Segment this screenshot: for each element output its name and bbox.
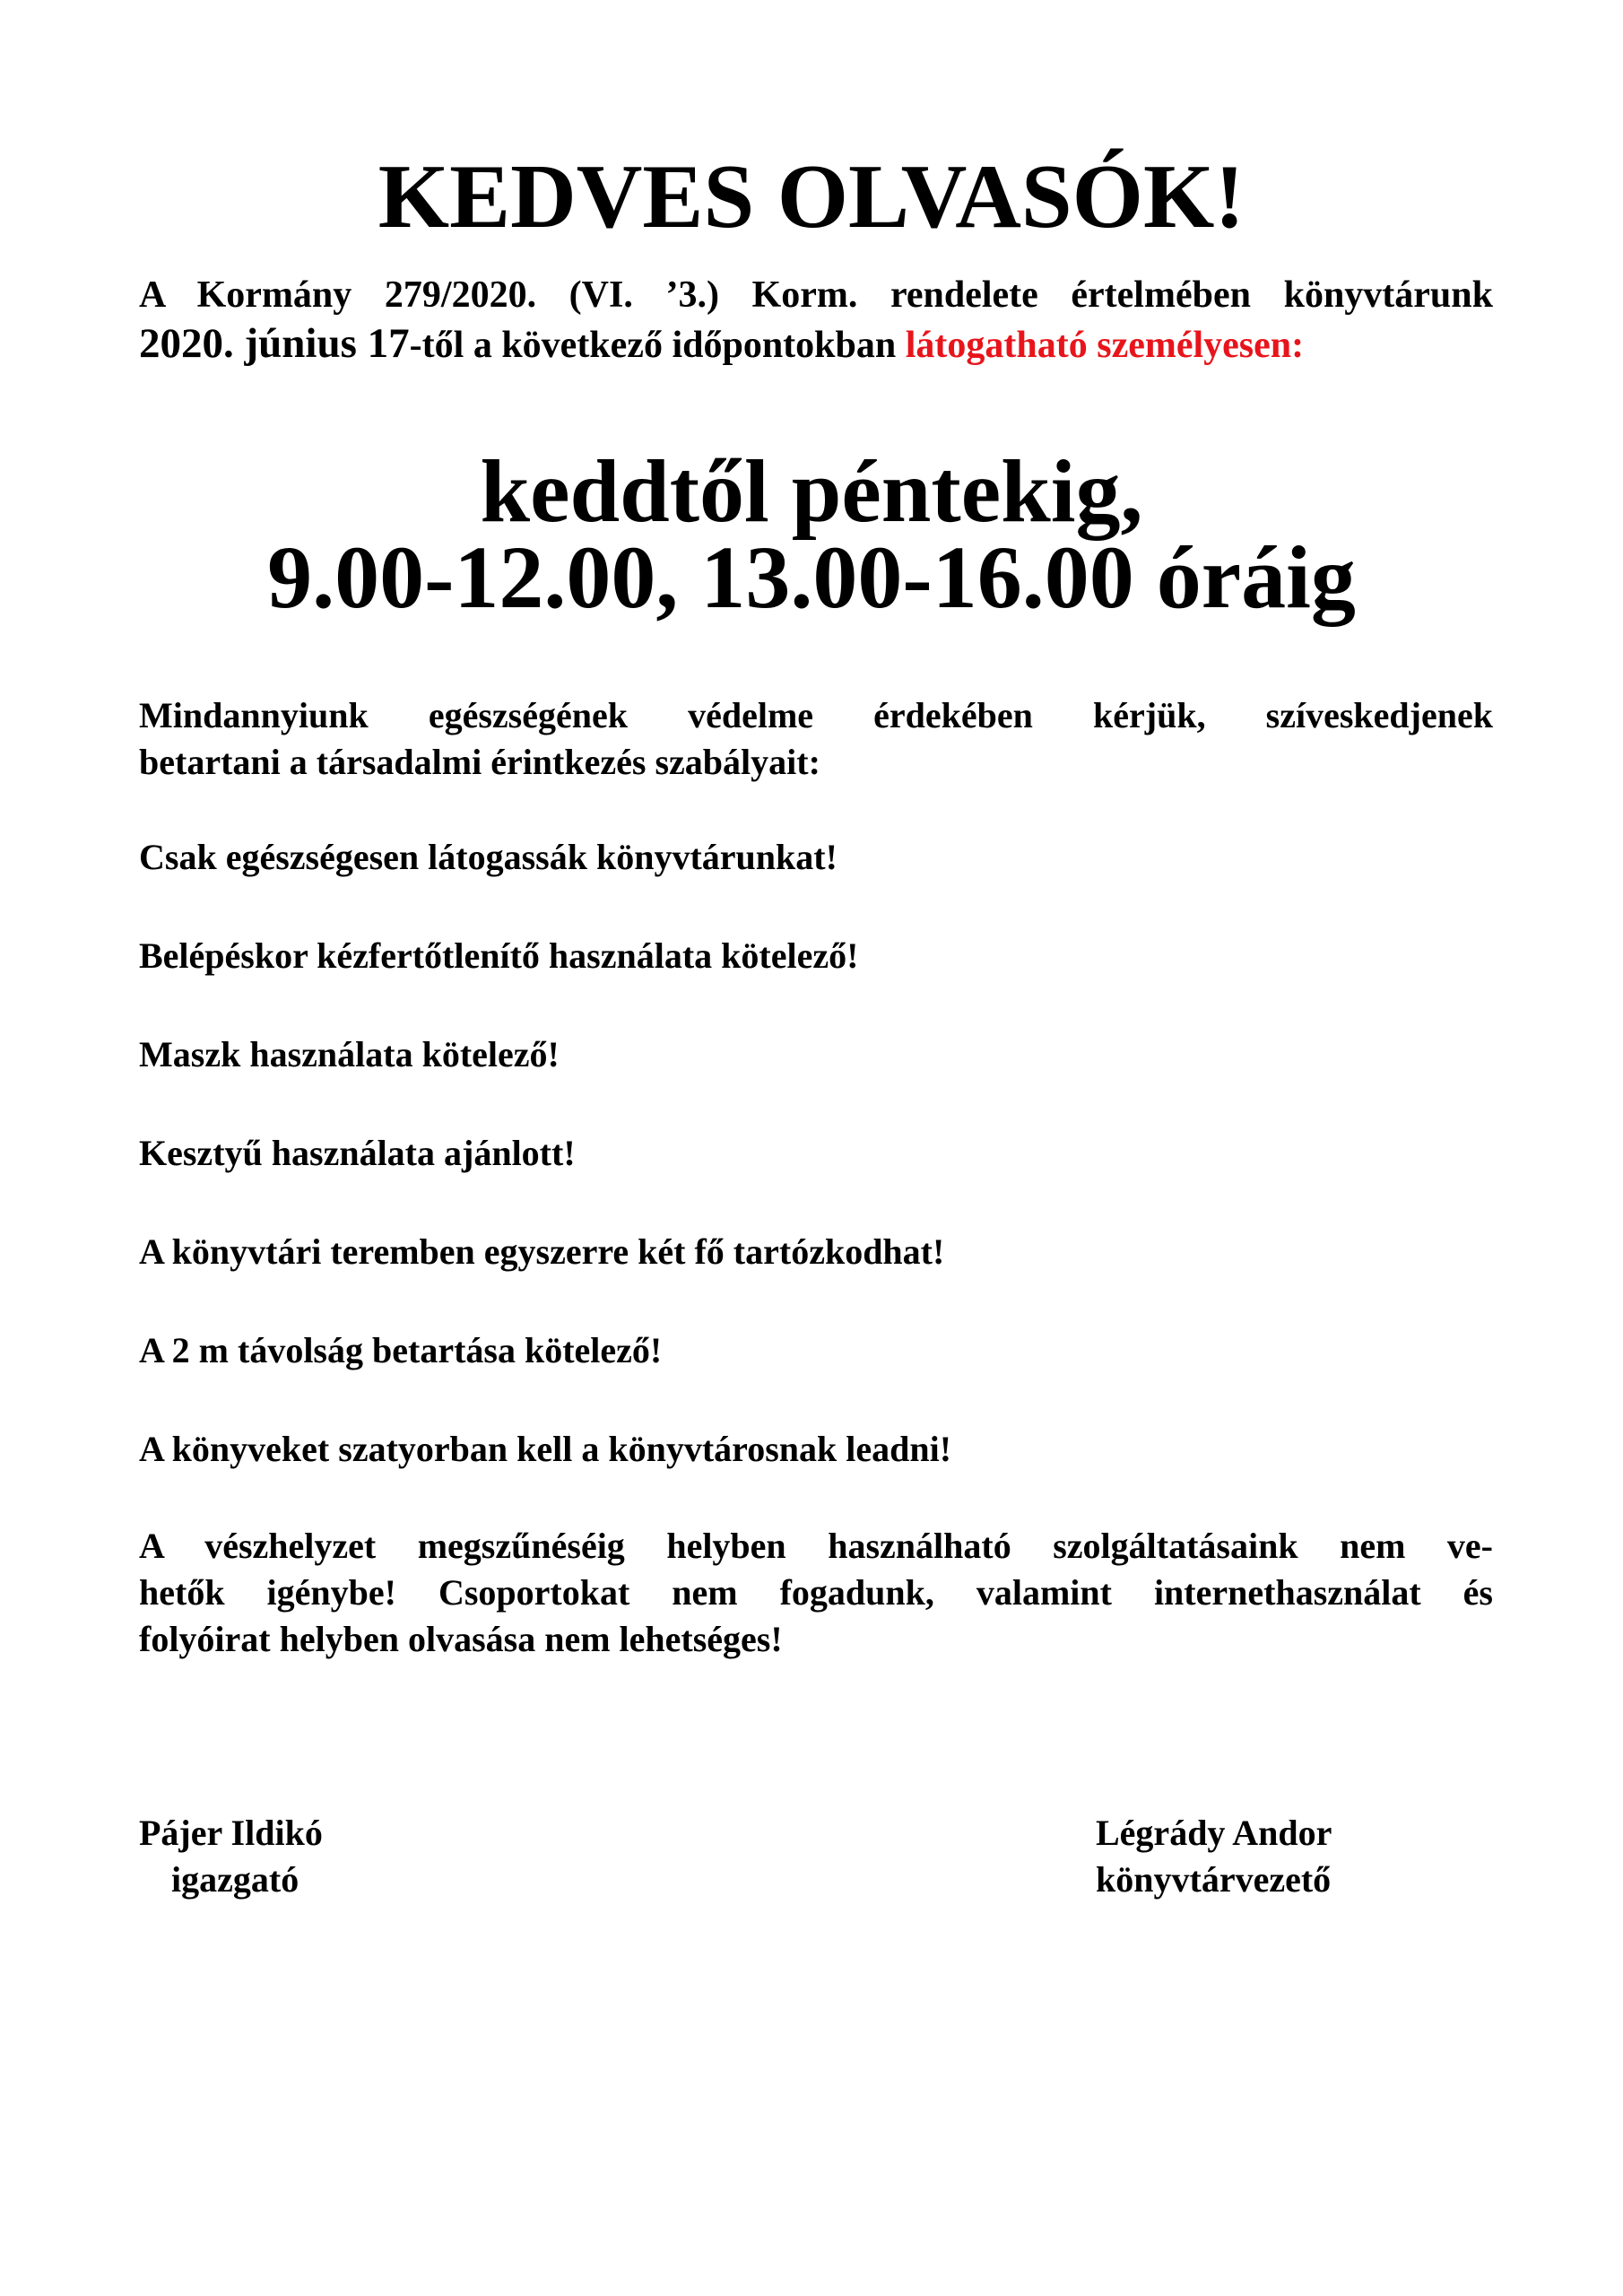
signature-left-name: Pájer Ildikó <box>139 1813 323 1853</box>
signature-left <box>139 1810 323 1903</box>
page-title: KEDVES OLVASÓK! <box>378 146 1245 248</box>
rule-item: A könyveket szatyorban kell a könyvtárosnak leadni! <box>139 1429 952 1469</box>
rule-item: A 2 m távolság betartása kötelező! <box>139 1330 663 1370</box>
intro-suffix: -től a következő időpontokban <box>409 325 906 366</box>
intro-line-1: A Kormány 279/2020. (VI. ’3.) Korm. rendelete értelmében könyvtárunk <box>139 274 1493 316</box>
rule-item: A könyvtári teremben egyszerre két fő tartózkodhat! <box>139 1231 945 1272</box>
signature-right <box>1096 1810 1332 1903</box>
opening-hours <box>0 441 1623 627</box>
intro-line-2 <box>139 319 1493 370</box>
closing-line-2: hetők igénybe! Csoportokat nem fogadunk, valamint internethasználat és <box>139 1572 1493 1613</box>
signature-right-name: Légrády Andor <box>1096 1813 1332 1853</box>
rule-item: Kesztyű használata ajánlott! <box>139 1133 576 1173</box>
rule-item: Maszk használata kötelező! <box>139 1034 560 1074</box>
rule-item: Belépéskor kézfertőtlenítő használata kötelező! <box>139 935 859 976</box>
closing-line-3: folyóirat helyben olvasása nem lehetséges! <box>139 1619 783 1659</box>
opening-days: keddtől péntekig, <box>480 441 1143 541</box>
signature-right-role: könyvtárvezető <box>1096 1859 1332 1900</box>
health-paragraph <box>139 692 1493 786</box>
rule-item: Csak egészségesen látogassák könyvtárunkat! <box>139 837 838 877</box>
health-line-1: Mindannyiunk egészségének védelme érdekében kérjük, szíveskedjenek <box>139 695 1493 735</box>
opening-times: 9.00-12.00, 13.00-16.00 óráig <box>267 527 1356 627</box>
intro-date: 2020. június 17 <box>139 320 410 367</box>
closing-line-1: A vészhelyzet megszűnéséig helyben használható szolgáltatásaink nem ve- <box>139 1526 1493 1566</box>
intro-paragraph <box>139 271 1493 370</box>
signature-left-role: igazgató <box>171 1859 299 1900</box>
closing-paragraph <box>139 1523 1493 1663</box>
health-line-2: betartani a társadalmi érintkezés szabályait: <box>139 742 820 782</box>
intro-highlight: látogatható személyesen: <box>905 325 1305 366</box>
